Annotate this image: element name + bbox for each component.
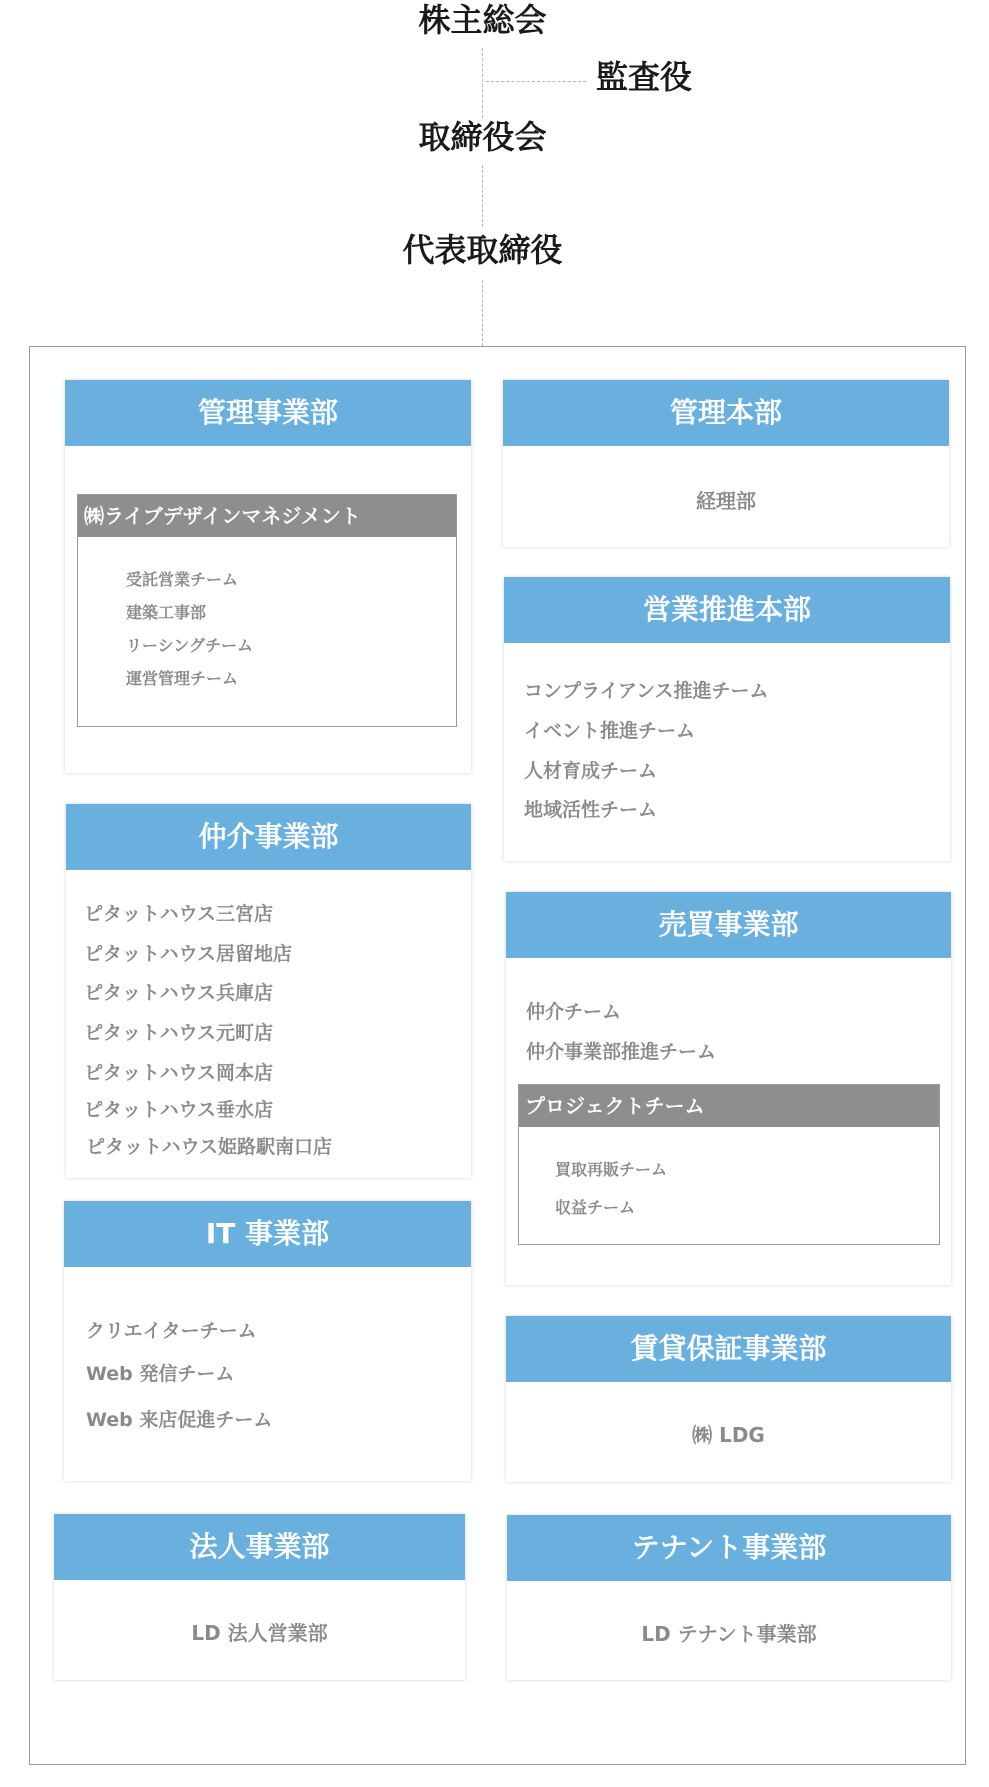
list-item: 仲介事業部推進チーム	[526, 1041, 717, 1063]
board-of-directors-label: 取締役会	[418, 118, 547, 156]
division-card-chukai	[66, 804, 471, 1178]
division-title: 賃貸保証事業部	[506, 1316, 951, 1382]
project-team-box	[518, 1084, 940, 1245]
list-item: 運営管理チーム	[126, 669, 239, 688]
connector-line-1	[482, 48, 483, 118]
division-title: 売買事業部	[506, 892, 951, 958]
division-title: テナント事業部	[507, 1515, 951, 1581]
division-card-kanri-jigyo	[65, 380, 471, 773]
division-card-eigyo-suishin	[504, 577, 950, 861]
division-card-baibai	[506, 892, 951, 1285]
list-item: 買取再販チーム	[555, 1160, 668, 1179]
list-item: イベント推進チーム	[524, 720, 696, 742]
list-item: Web 発信チーム	[86, 1363, 235, 1385]
list-item: クリエイターチーム	[86, 1320, 257, 1342]
connector-line-3	[482, 280, 483, 346]
division-title: IT 事業部	[64, 1201, 471, 1267]
list-item: ピタットハウス姫路駅南口店	[86, 1136, 333, 1158]
division-title: 法人事業部	[54, 1514, 465, 1580]
list-item: ピタットハウス岡本店	[84, 1062, 274, 1084]
division-title: 仲介事業部	[66, 804, 471, 870]
list-item: 収益チーム	[555, 1198, 636, 1217]
list-item: ピタットハウス垂水店	[84, 1099, 274, 1121]
list-item: LD 法人営業部	[191, 1621, 328, 1645]
list-item: リーシングチーム	[126, 636, 253, 655]
division-card-kanri-honbu	[503, 380, 949, 547]
list-item: ピタットハウス三宮店	[84, 903, 274, 925]
subsidiary-box	[77, 494, 457, 727]
division-card-it	[64, 1201, 471, 1481]
list-item: 人材育成チーム	[524, 760, 658, 782]
shareholders-meeting-label: 株主総会	[418, 1, 547, 39]
subsidiary-title: ㈱ライブデザインマネジメント	[78, 495, 456, 537]
list-item: ピタットハウス兵庫店	[84, 982, 274, 1004]
division-card-tenant	[507, 1515, 951, 1680]
auditor-label: 監査役	[596, 58, 693, 96]
division-title: 管理事業部	[65, 380, 471, 446]
subsidiary-title: プロジェクトチーム	[519, 1085, 939, 1127]
list-item: Web 来店促進チーム	[86, 1409, 273, 1431]
list-item: コンプライアンス推進チーム	[524, 680, 769, 702]
connector-line-2	[482, 165, 483, 227]
list-item: ㈱ LDG	[692, 1423, 765, 1447]
list-item: 経理部	[696, 489, 756, 513]
division-card-chintai-hosho	[506, 1316, 951, 1482]
list-item: 地域活性チーム	[524, 799, 658, 821]
ceo-label: 代表取締役	[402, 231, 563, 269]
list-item: ピタットハウス居留地店	[84, 943, 293, 965]
list-item: 仲介チーム	[526, 1001, 622, 1023]
division-title: 管理本部	[503, 380, 949, 446]
list-item: ピタットハウス元町店	[84, 1022, 274, 1044]
division-title: 営業推進本部	[504, 577, 950, 643]
division-card-hojin	[54, 1514, 465, 1680]
list-item: 受託営業チーム	[126, 570, 239, 589]
auditor-connector-line	[486, 81, 586, 82]
list-item: LD テナント事業部	[641, 1622, 817, 1646]
list-item: 建築工事部	[126, 603, 207, 622]
